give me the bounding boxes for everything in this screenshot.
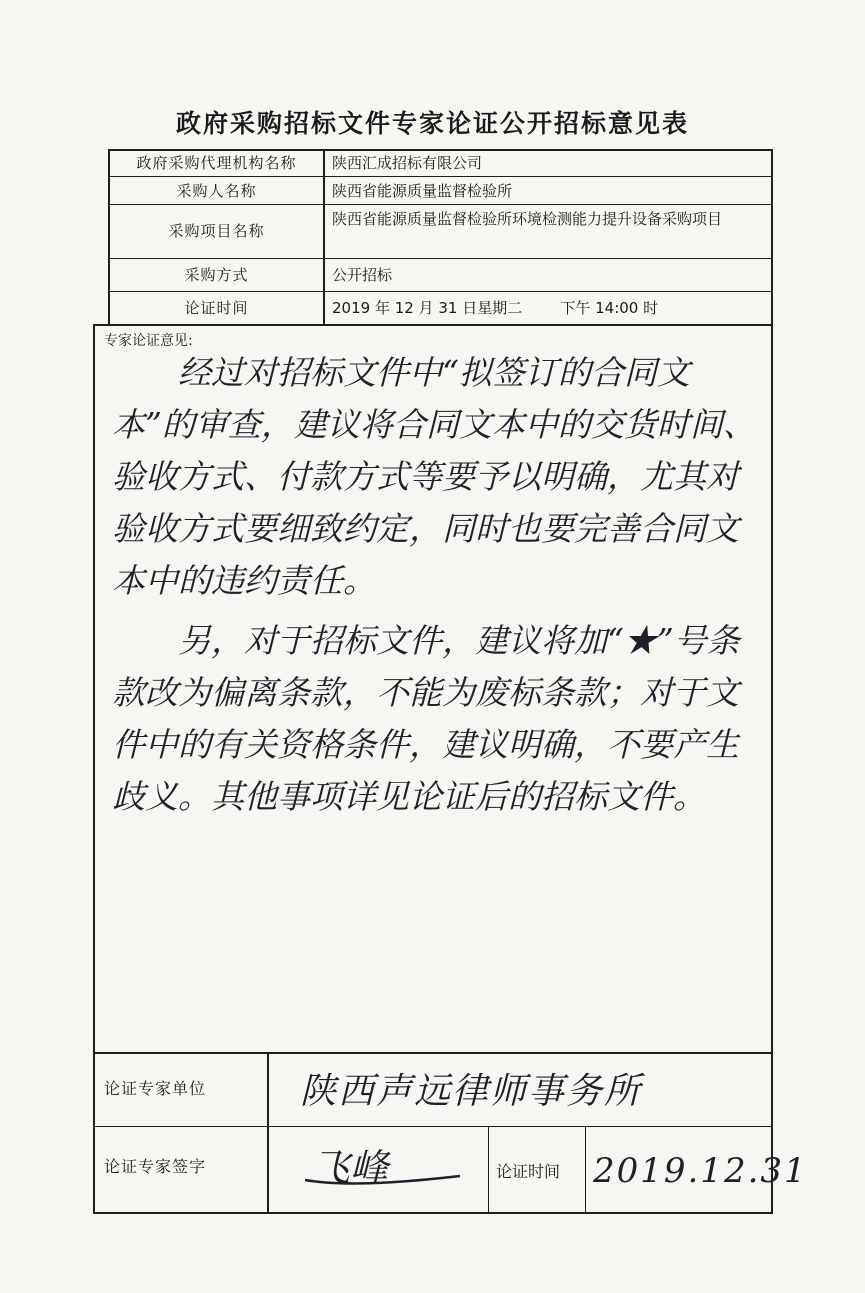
table-top-border	[108, 149, 773, 151]
agency-name-label: 政府采购代理机构名称	[136, 154, 297, 172]
table-right-border	[771, 149, 773, 1214]
row-divider	[108, 204, 773, 205]
signature-flourish	[300, 1150, 470, 1190]
procurement-method-value: 公开招标	[332, 266, 393, 284]
purchaser-name-label: 采购人名称	[176, 182, 257, 200]
opinion-label: 专家论证意见:	[104, 333, 193, 349]
footer-row-divider	[93, 1126, 773, 1127]
project-name-value: 陕西省能源质量监督检验所环境检测能力提升设备采购项目	[332, 210, 723, 228]
footer-top-border	[93, 1052, 773, 1054]
review-time-label: 论证时间	[184, 299, 249, 317]
row-divider	[108, 258, 773, 259]
footer-date-divider	[585, 1126, 586, 1214]
opinion-top-connector	[93, 324, 110, 326]
purchaser-name-value: 陕西省能源质量监督检验所	[332, 182, 513, 200]
expert-unit-value: 陕西声远律师事务所	[300, 1071, 643, 1112]
date-label: 论证时间	[496, 1162, 561, 1181]
footer-bottom-border	[93, 1212, 773, 1214]
row-divider	[108, 291, 773, 292]
date-value: 2019.12.31	[593, 1151, 808, 1191]
project-name-label: 采购项目名称	[168, 222, 265, 240]
row-divider	[108, 324, 773, 326]
page-title: 政府采购招标文件专家论证公开招标意见表	[175, 109, 689, 138]
opinion-paragraph: 另，对于招标文件，建议将加“★”号条款改为偏离条款，不能为废标条款；对于文件中的有关资格条件，建议明确，不要产生歧义。其他事项详见论证后的招标文件。	[112, 621, 740, 816]
procurement-method-label: 采购方式	[184, 266, 249, 284]
footer-label-divider	[267, 1052, 269, 1214]
agency-name-value: 陕西汇成招标有限公司	[332, 154, 483, 172]
opinion-paragraph: 经过对招标文件中“拟签订的合同文本”的审查，建议将合同文本中的交货时间、验收方式、付款方式等要予以明确，尤其对验收方式要细致约定，同时也要完善合同文本中的违约责任。	[112, 353, 756, 600]
expert-unit-label: 论证专家单位	[104, 1079, 207, 1098]
opinion-left-border	[93, 324, 95, 1214]
row-divider	[108, 176, 773, 177]
expert-signature-label: 论证专家签字	[104, 1157, 207, 1176]
opinion-text	[112, 347, 767, 823]
footer-date-divider	[488, 1126, 489, 1214]
expert-signature-value: 飞峰	[312, 1146, 389, 1190]
review-time-value: 2019 年 12 月 31 日星期二 下午 14:00 时	[332, 299, 659, 317]
